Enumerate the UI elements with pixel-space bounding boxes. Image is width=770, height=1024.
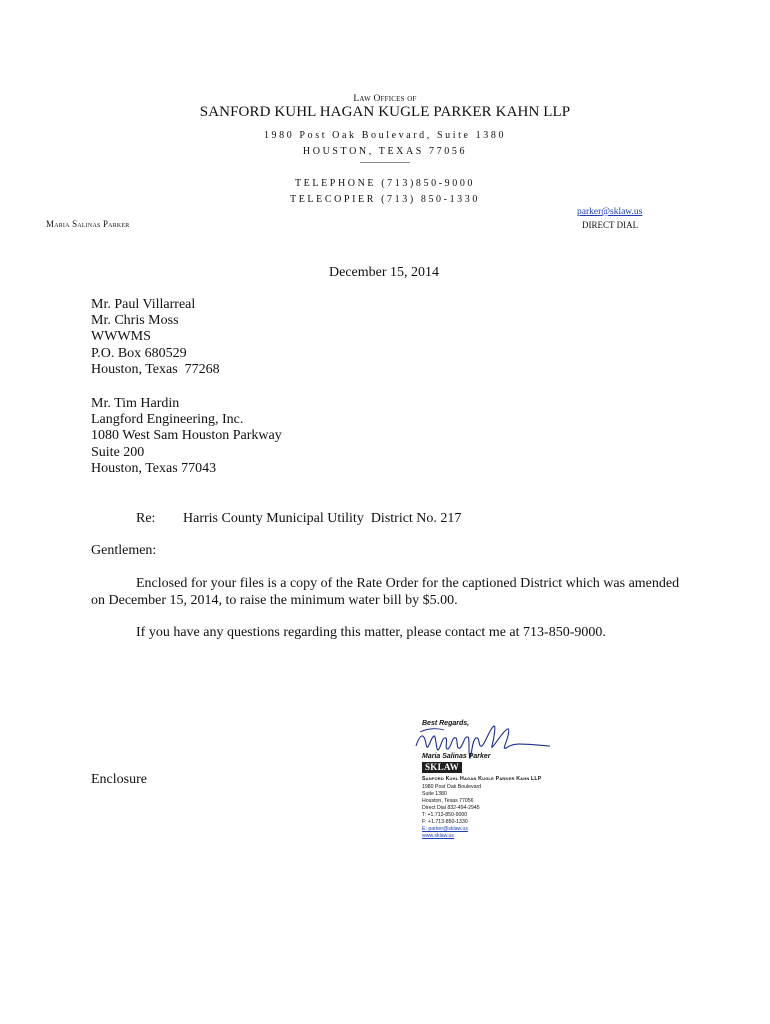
- paragraph-text: Enclosed for your files is a copy of the Rate Order for the captioned District which was amended on December 15, 2014, to raise the minimum water bill by $5.00.: [91, 576, 680, 608]
- address-line: Mr. Chris Moss: [91, 313, 179, 329]
- address-line: Mr. Tim Hardin: [91, 396, 180, 411]
- signature-city: Houston, Texas 77056: [422, 798, 474, 804]
- signature-email-link[interactable]: E: parker@sklaw.us: [422, 826, 468, 832]
- salutation: Gentlemen:: [91, 543, 157, 558]
- address-line: Houston, Texas 77268: [91, 361, 220, 377]
- address-line: 1080 West Sam Houston Parkway: [91, 428, 282, 444]
- firm-telephone: TELEPHONE (713)850-9000: [294, 178, 476, 189]
- signature-fax: F: +1.713-850-1330: [422, 819, 468, 825]
- address-line: WWWMS: [91, 329, 151, 345]
- firm-telecopier: TELECOPIER (713) 850-1330: [290, 194, 480, 205]
- address-line: P.O. Box 680529: [91, 345, 187, 361]
- body-paragraph-1: [91, 575, 691, 609]
- enclosure-note: Enclosure: [91, 772, 147, 787]
- direct-dial-label: DIRECT DIAL: [582, 220, 639, 230]
- signature-firm-name: Sanford Kuhl Hagan Kugle Parker Kahn LLP: [422, 776, 542, 782]
- closing: Best Regards,: [422, 720, 470, 727]
- signature-address: 1980 Post Oak Boulevard: [422, 784, 482, 790]
- firm-address-line2: HOUSTON, TEXAS 77056: [302, 146, 468, 157]
- signature-website-link[interactable]: www.sklaw.us: [422, 833, 454, 839]
- attorney-name: Maria Salinas Parker: [46, 219, 130, 229]
- addressee-block-1: [91, 297, 220, 378]
- law-offices-heading: Law Offices of: [353, 94, 417, 104]
- letter-date: December 15, 2014: [329, 265, 440, 280]
- address-line: Suite 200: [91, 444, 145, 460]
- email-link[interactable]: parker@sklaw.us: [577, 207, 643, 217]
- sklaw-logo: SKLAW: [422, 762, 462, 773]
- re-subject: Harris County Municipal Utility District No. 217: [183, 511, 462, 526]
- addressee-block-2: [91, 396, 282, 477]
- re-label: Re:: [136, 511, 156, 526]
- body-paragraph-2: If you have any questions regarding this matter, please contact me at 713-850-9000.: [136, 625, 606, 640]
- firm-address-line1: 1980 Post Oak Boulevard, Suite 1380: [263, 130, 507, 141]
- letterhead-divider: [360, 162, 410, 163]
- firm-name: SANFORD KUHL HAGAN KUGLE PARKER KAHN LLP: [199, 104, 571, 120]
- signature-suite: Suite 1380: [422, 791, 447, 797]
- address-line: Mr. Paul Villarreal: [91, 297, 196, 312]
- address-line: Langford Engineering, Inc.: [91, 412, 244, 428]
- signature-direct-dial: Direct Dial 832-494-2945: [422, 805, 480, 811]
- signature-telephone: T: +1.713-850-9000: [422, 812, 468, 818]
- address-line: Houston, Texas 77043: [91, 460, 217, 476]
- signer-name: Maria Salinas Parker: [422, 753, 491, 760]
